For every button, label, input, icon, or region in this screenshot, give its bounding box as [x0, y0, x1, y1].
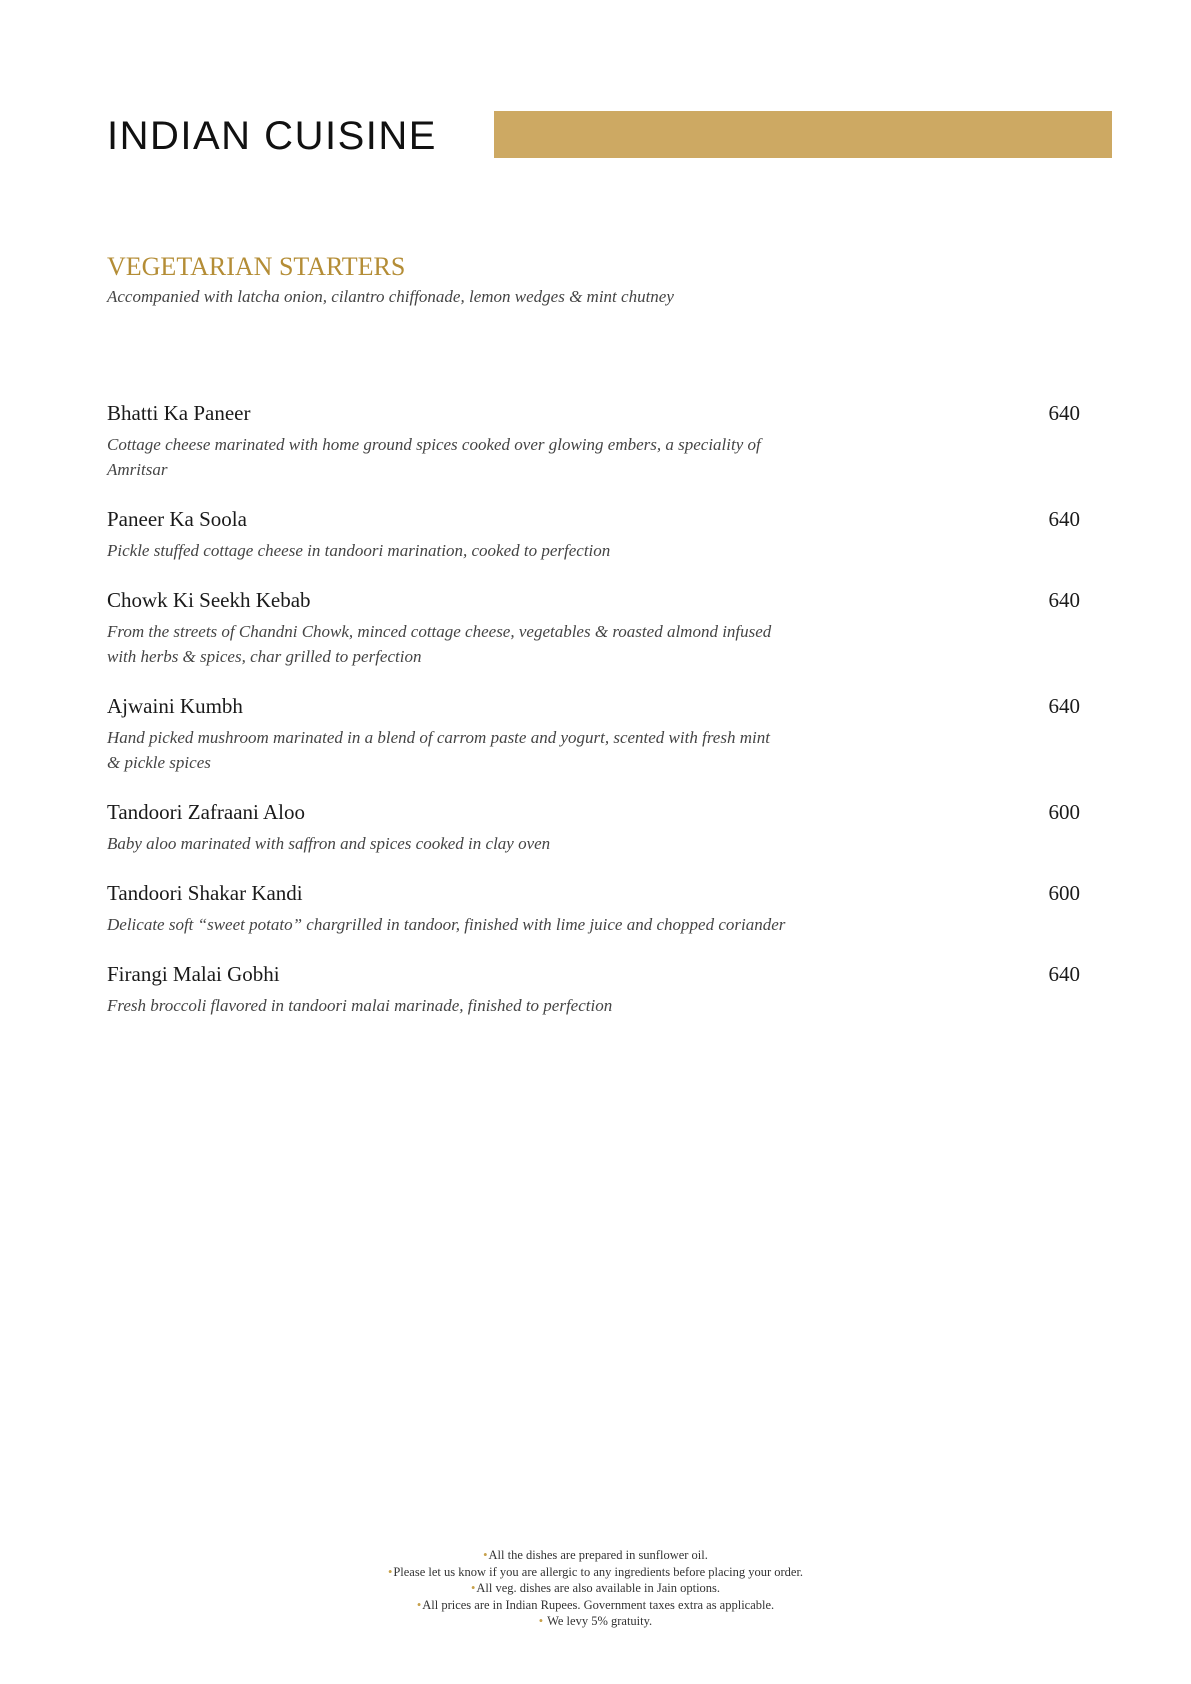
item-description: Baby aloo marinated with saffron and spices cooked in clay oven	[107, 834, 551, 853]
bullet-icon: •	[416, 1597, 422, 1612]
menu-item	[107, 506, 1080, 563]
item-name: Tandoori Zafraani Aloo	[107, 800, 305, 824]
footnotes	[0, 1547, 1191, 1630]
footnote-text: We levy 5% gratuity.	[544, 1614, 653, 1628]
item-price: 640	[1048, 694, 1080, 718]
item-description: From the streets of Chandni Chowk, minced cottage cheese, vegetables & roasted almond infused with herbs & spices, char grilled to perfection	[107, 622, 772, 666]
footnote-text: All the dishes are prepared in sunflower oil.	[488, 1548, 708, 1562]
item-description: Delicate soft “sweet potato” chargrilled in tandoor, finished with lime juice and chopped coriander	[107, 915, 786, 934]
item-name: Chowk Ki Seekh Kebab	[107, 588, 311, 612]
bullet-icon: •	[483, 1548, 488, 1562]
menu-item	[107, 961, 1080, 1018]
section-title: VEGETARIAN STARTERS	[107, 252, 406, 281]
section-header	[107, 252, 1007, 308]
page-title: INDIAN CUISINE	[107, 114, 437, 158]
item-name: Tandoori Shakar Kandi	[107, 881, 303, 905]
footnote-text: All prices are in Indian Rupees. Government taxes extra as applicable.	[422, 1597, 775, 1612]
item-name: Paneer Ka Soola	[107, 507, 247, 531]
bullet-icon: •	[387, 1564, 393, 1579]
item-description: Fresh broccoli flavored in tandoori malai marinade, finished to perfection	[107, 996, 613, 1015]
item-description: Hand picked mushroom marinated in a blend of carrom paste and yogurt, scented with fresh mint & pickle spices	[107, 728, 770, 772]
footnote	[0, 1580, 1191, 1597]
item-description: Pickle stuffed cottage cheese in tandoori marination, cooked to perfection	[107, 541, 611, 560]
item-description: Cottage cheese marinated with home ground spices cooked over glowing embers, a speciality of Amritsar	[107, 435, 761, 479]
item-price: 640	[1048, 401, 1080, 425]
menu-list	[107, 400, 1080, 1042]
menu-item	[107, 880, 1080, 937]
header-accent-bar	[494, 111, 1112, 158]
footnote-text: All veg. dishes are also available in Jain options.	[476, 1581, 721, 1595]
footnote	[0, 1597, 1191, 1614]
item-price: 600	[1048, 800, 1080, 824]
item-price: 600	[1048, 881, 1080, 905]
page-header	[107, 108, 1112, 168]
footnote-text: Please let us know if you are allergic to any ingredients before placing your order.	[393, 1564, 804, 1579]
item-price: 640	[1048, 962, 1080, 986]
menu-item	[107, 400, 1080, 482]
item-name: Bhatti Ka Paneer	[107, 401, 251, 425]
bullet-icon: •	[538, 1614, 544, 1628]
menu-item	[107, 587, 1080, 669]
item-name: Ajwaini Kumbh	[107, 694, 243, 718]
footnote	[0, 1613, 1191, 1630]
item-name: Firangi Malai Gobhi	[107, 962, 280, 986]
item-price: 640	[1048, 588, 1080, 612]
footnote	[0, 1547, 1191, 1564]
item-price: 640	[1048, 507, 1080, 531]
footnote	[0, 1564, 1191, 1581]
menu-item	[107, 693, 1080, 775]
menu-item	[107, 799, 1080, 856]
bullet-icon: •	[470, 1581, 476, 1595]
section-subtitle: Accompanied with latcha onion, cilantro chiffonade, lemon wedges & mint chutney	[107, 287, 674, 306]
